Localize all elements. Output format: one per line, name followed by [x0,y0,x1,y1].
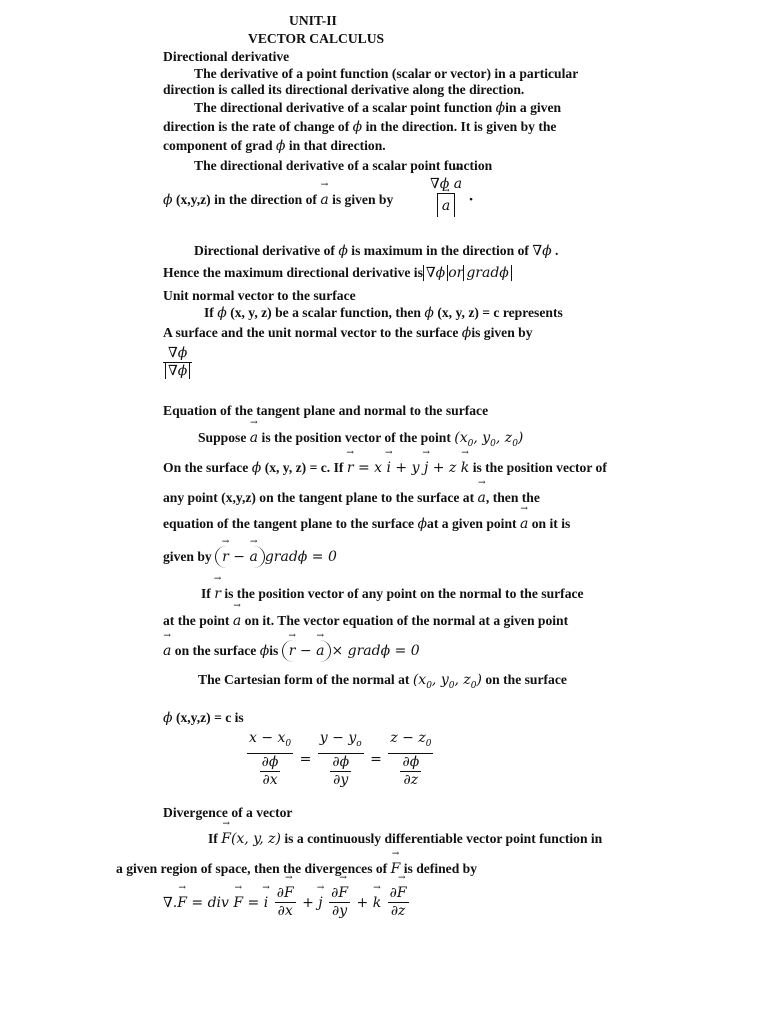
heading-directional-derivative: Directional derivative [163,49,290,64]
normal-line-1: If → r is the position vector of any point on the normal to the surface [201,586,584,602]
suppose-line: Suppose → a is the position vector of the point ($x_0$, $y_0$, $z_0$) [198,430,523,452]
on-surface-line: On the surface ϕ (x, y, z) = c. If → r = x → i + y → j + z → k is the position vector of [163,460,607,476]
fraction-grad-phi-over-abs-grad-phi: $\frac{\nabla\phi}{\nabla\phi}$ [163,345,192,380]
cartesian-form-line: The Cartesian form of the normal at ($x_0$, $y_0$, $z_0$) on the surface [198,672,567,691]
normal-vector-formula: → a on the surface ϕis → r − → a × gradϕ = 0 [163,640,420,662]
divergence-line-2: a given region of space, then the divergences of → F is defined by [116,861,477,877]
divergence-formula: ∇.→ F = div → F = → i $\frac{\partial\to F}{\partial x}$ + → j $\frac{\partial\to F}{\partial y}$ + → k $\frac{\partial\to F}{\partial z}$ [163,885,411,920]
heading-unit-normal: Unit normal vector to the surface [163,288,356,303]
paragraph-3-line-1: The directional derivative of a scalar point function [194,158,493,173]
unit-normal-line-2: A surface and the unit normal vector to the surface ϕis given by [163,325,533,341]
unit-normal-line-1: If ϕ (x, y, z) be a scalar function, then ϕ (x, y, z) = c represents [204,305,563,321]
paragraph-2-line-2: direction is the rate of change of ϕ in the direction. It is given by the [163,119,557,135]
heading-divergence: Divergence of a vector [163,805,293,820]
heading-tangent-plane: Equation of the tangent plane and normal to the surface [163,403,489,418]
definition-line-2: direction is called its directional derivative along the direction. [163,82,525,97]
maximum-value-line: Hence the maximum directional derivative is ∇ϕ or gradϕ [163,265,512,281]
phi-equals-c-line: ϕ (x,y,z) = c is [163,710,244,726]
tangent-plane-formula: given by → r − → a gradϕ = 0 [163,546,337,568]
fraction-grad-phi-dot-a-over-abs-a: ∇ϕ → a → a . [428,176,473,217]
unit-label: UNIT-II [289,13,337,28]
paragraph-2-line-1: The directional derivative of a scalar point function ϕin a given [194,100,562,116]
paragraph-2-line-3: component of grad ϕ in that direction. [163,138,386,154]
maximum-direction-line: Directional derivative of ϕ is maximum in the direction of ∇ϕ . [194,243,559,259]
tangent-plane-equation-line: equation of the tangent plane to the surface ϕat a given point → a on it is [163,516,570,532]
cartesian-normal-formula: $\frac{x - x_0}{\frac{\partial\phi}{\partial x}}$ = $\frac{y - y_o}{\frac{\partial\phi}{\partial y}}$ = $\frac{z - z_0}{\frac{\partial\phi}{\partial z}}$ [249,730,432,788]
definition-line-1: The derivative of a point function (scalar or vector) in a particular [194,66,579,81]
page-title: VECTOR CALCULUS [248,31,385,46]
any-point-line: any point (x,y,z) on the tangent plane to the surface at → a, then the [163,490,540,506]
normal-line-2: at the point → a on it. The vector equation of the normal at a given point [163,613,568,629]
divergence-line-1: If → F(x, y, z) is a continuously differentiable vector point function in [208,831,602,847]
directional-derivative-formula: ϕ (x,y,z) in the direction of → a is given by [163,192,393,208]
